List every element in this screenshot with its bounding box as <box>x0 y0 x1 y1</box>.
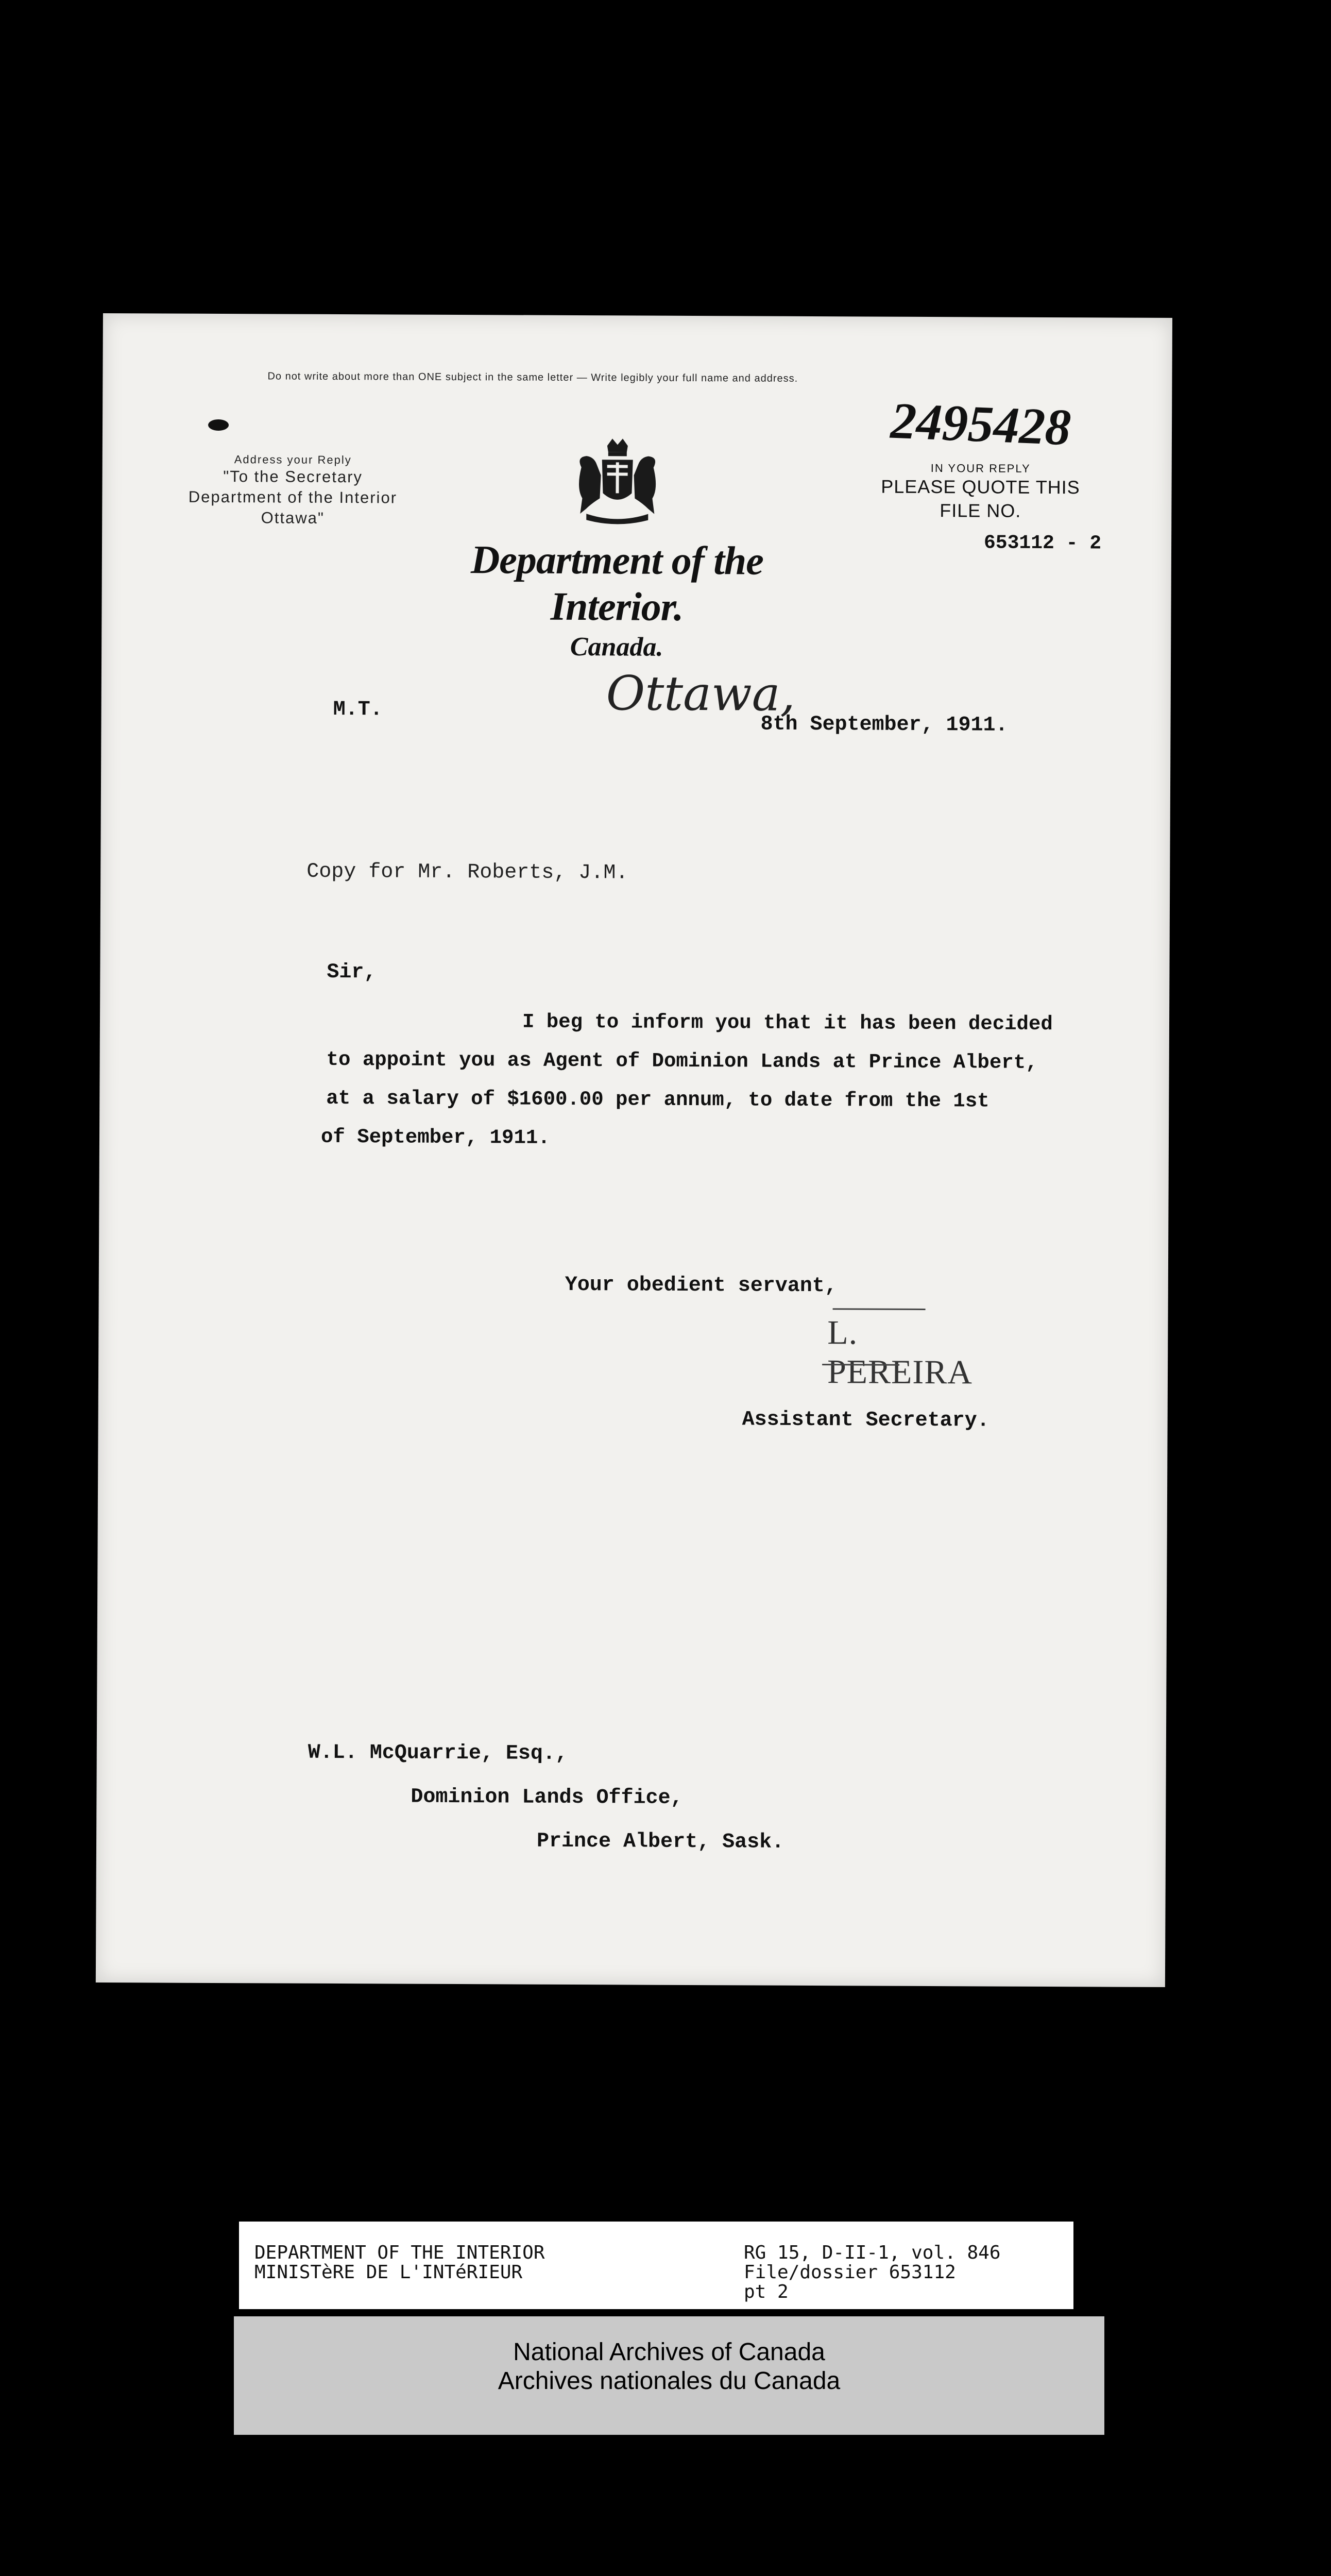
coat-of-arms-icon <box>566 436 669 527</box>
archive-name-fr: Archives nationales du Canada <box>498 2367 841 2395</box>
body-line: I beg to inform you that it has been decided <box>522 1010 1053 1036</box>
stamp-rule-top <box>833 1308 926 1310</box>
archive-record-group: RG 15, D-II-1, vol. 846 <box>744 2242 1001 2263</box>
archive-name-en: National Archives of Canada <box>513 2338 825 2366</box>
place-script: Ottawa, <box>606 666 796 722</box>
archive-department-fr: MINISTèRE DE L'INTéRIEUR <box>254 2262 523 2283</box>
recipient-name: W.L. McQuarrie, Esq., <box>308 1741 568 1766</box>
letter-date: 8th September, 1911. <box>760 713 1008 737</box>
salutation: Sir, <box>327 960 377 985</box>
archive-file-number: File/dossier 653112 <box>744 2262 956 2283</box>
typist-initials: M.T. <box>333 698 383 722</box>
country-name: Canada. <box>570 632 663 662</box>
department-name: Department of the Interior. <box>470 537 764 629</box>
closing: Your obedient servant, <box>565 1273 837 1298</box>
signature-name: L. PEREIRA <box>827 1314 973 1392</box>
stamp-rule-bottom <box>822 1364 899 1366</box>
signatory-title: Assistant Secretary. <box>742 1408 989 1433</box>
recipient-city: Prince Albert, Sask. <box>536 1829 784 1854</box>
archive-department-en: DEPARTMENT OF THE INTERIOR <box>254 2242 545 2263</box>
file-reference-number: 653112 - 2 <box>983 532 1102 555</box>
archive-part: pt 2 <box>744 2281 789 2302</box>
file-no-label: FILE NO. <box>940 500 1021 521</box>
body-line: at a salary of $1600.00 per annum, to date from the 1st <box>326 1087 989 1113</box>
please-quote-label: PLEASE QUOTE THIS <box>881 476 1080 498</box>
address-line-department: Department of the Interior <box>188 487 398 507</box>
body-line: of September, 1911. <box>320 1125 550 1149</box>
in-your-reply-label: IN YOUR REPLY <box>930 462 1031 475</box>
address-line-secretary: "To the Secretary <box>223 467 363 486</box>
recipient-office: Dominion Lands Office, <box>411 1785 683 1810</box>
letterhead-instruction: Do not write about more than ONE subject in the same letter — Write legibly your full name and address. <box>267 370 798 384</box>
archive-footer-card <box>234 2316 1104 2435</box>
address-line-city: Ottawa" <box>261 509 325 527</box>
reply-address-block <box>159 452 427 529</box>
file-number-stamp: 2495428 <box>890 392 1072 456</box>
file-reference-block <box>859 394 1102 554</box>
body-line: to appoint you as Agent of Dominion Lands at Prince Albert, <box>326 1048 1038 1074</box>
ink-blot <box>208 419 229 431</box>
address-reply-label: Address your Reply <box>234 453 352 467</box>
department-heading <box>436 536 797 663</box>
letter-page <box>96 313 1172 1987</box>
signature-stamp <box>817 1303 1000 1392</box>
copy-for-line: Copy for Mr. Roberts, J.M. <box>306 860 628 885</box>
archive-reference-label <box>239 2222 1073 2309</box>
